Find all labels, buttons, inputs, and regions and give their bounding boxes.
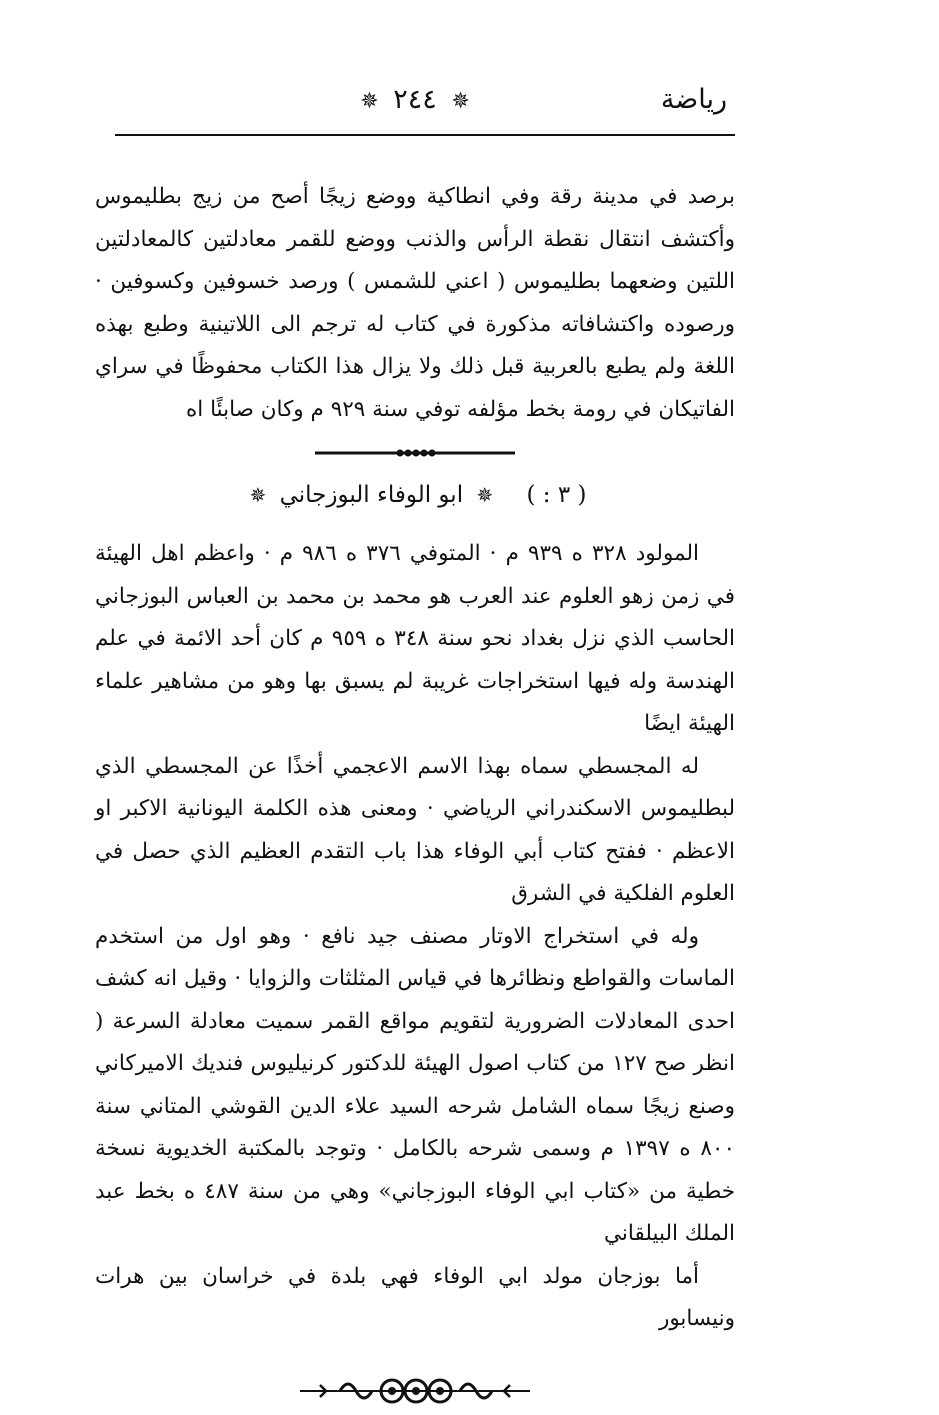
section-heading [95, 475, 735, 515]
section-divider [315, 441, 515, 465]
section-number: ( ٣ : ) [526, 482, 587, 508]
header-rule [115, 134, 735, 136]
star-ornament-icon: ✵ [451, 89, 470, 114]
divider-ornament-icon [315, 441, 515, 465]
flourish-ornament-icon [300, 1371, 530, 1411]
page-number-block [95, 84, 735, 115]
section-paragraph: وله في استخراج الاوتار مصنف جيد نافع · وهو اول من استخدم الماسات والقواطع ونظائرها في قياس المثلثات والزوايا · وقيل انه كشف احدى المعادلات الضرورية لتقويم مواقع القمر سميت معادلة السرعة ( انظر صح ١٢٧ من كتاب اصول الهيئة للدكتور كرنيليوس فنديك الاميركاني وصنع زيجًا سماه الشامل شرحه السيد علاء الدين القوشي المتاني سنة ٨٠٠ ه ١٣٩٧ م وسمى شرحه بالكامل · وتوجد بالمكتبة الخديوية نسخة خطية من «كتاب ابي الوفاء البوزجاني» وهي من سنة ٤٨٧ ه بخط عبد الملك البيلقاني [95, 923, 736, 1246]
section-paragraph: له المجسطي سماه بهذا الاسم الاعجمي أخذًا عن المجسطي الذي لبطليموس الاسكندراني الرياضي · ومعنى هذه الكلمة اليونانية الاكبر او الاعظم · ففتح كتاب أبي الوفاء هذا باب التقدم العظيم الذي حصل في العلوم الفلكية في الشرق [95, 753, 735, 906]
star-ornament-icon: ✵ [476, 483, 494, 507]
page-number: ٢٤٤ [393, 84, 437, 115]
star-ornament-icon: ✵ [360, 89, 379, 114]
page-header [95, 70, 735, 130]
section-paragraph: أما بوزجان مولد ابي الوفاء فهي بلدة في خراسان بين هرات ونيسابور [95, 1263, 735, 1331]
end-ornament [300, 1371, 530, 1415]
section-title: ابو الوفاء البوزجاني [279, 482, 464, 508]
section-paragraph: المولود ٣٢٨ ه ٩٣٩ م · المتوفي ٣٧٦ ه ٩٨٦ م · واعظم اهل الهيئة في زمن زهو العلوم عند العرب هو محمد بن محمد بن العباس البوزجاني الحاسب الذي نزل بغداد نحو سنة ٣٤٨ ه ٩٥٩ م كان أحد الائمة في علم الهندسة وله فيها استخراجات غريبة لم يسبق بها وهو من مشاهير علماء الهيئة ايضًا [95, 541, 735, 736]
star-ornament-icon: ✵ [249, 483, 267, 507]
running-title: رياضة [660, 84, 727, 115]
book-page [95, 70, 735, 1415]
intro-paragraph: برصد في مدينة رقة وفي انطاكية ووضع زيجًا أصح من زيج بطليموس وأكتشف انتقال نقطة الرأس والذنب ووضع للقمر معادلتين كالمعادلتين اللتين وضعهما بطليموس ( اعني للشمس ) ورصد خسوفين وكسوفين · ورصوده واكتشافاته مذكورة في كتاب له ترجم الى اللاتينية وطبع بهذه اللغة ولم يطبع بالعربية قبل ذلك ولا يزال هذا الكتاب محفوظًا في سراي الفاتيكان في رومة بخط مؤلفه توفي سنة ٩٢٩ م وكان صابئًا اه [95, 184, 735, 422]
